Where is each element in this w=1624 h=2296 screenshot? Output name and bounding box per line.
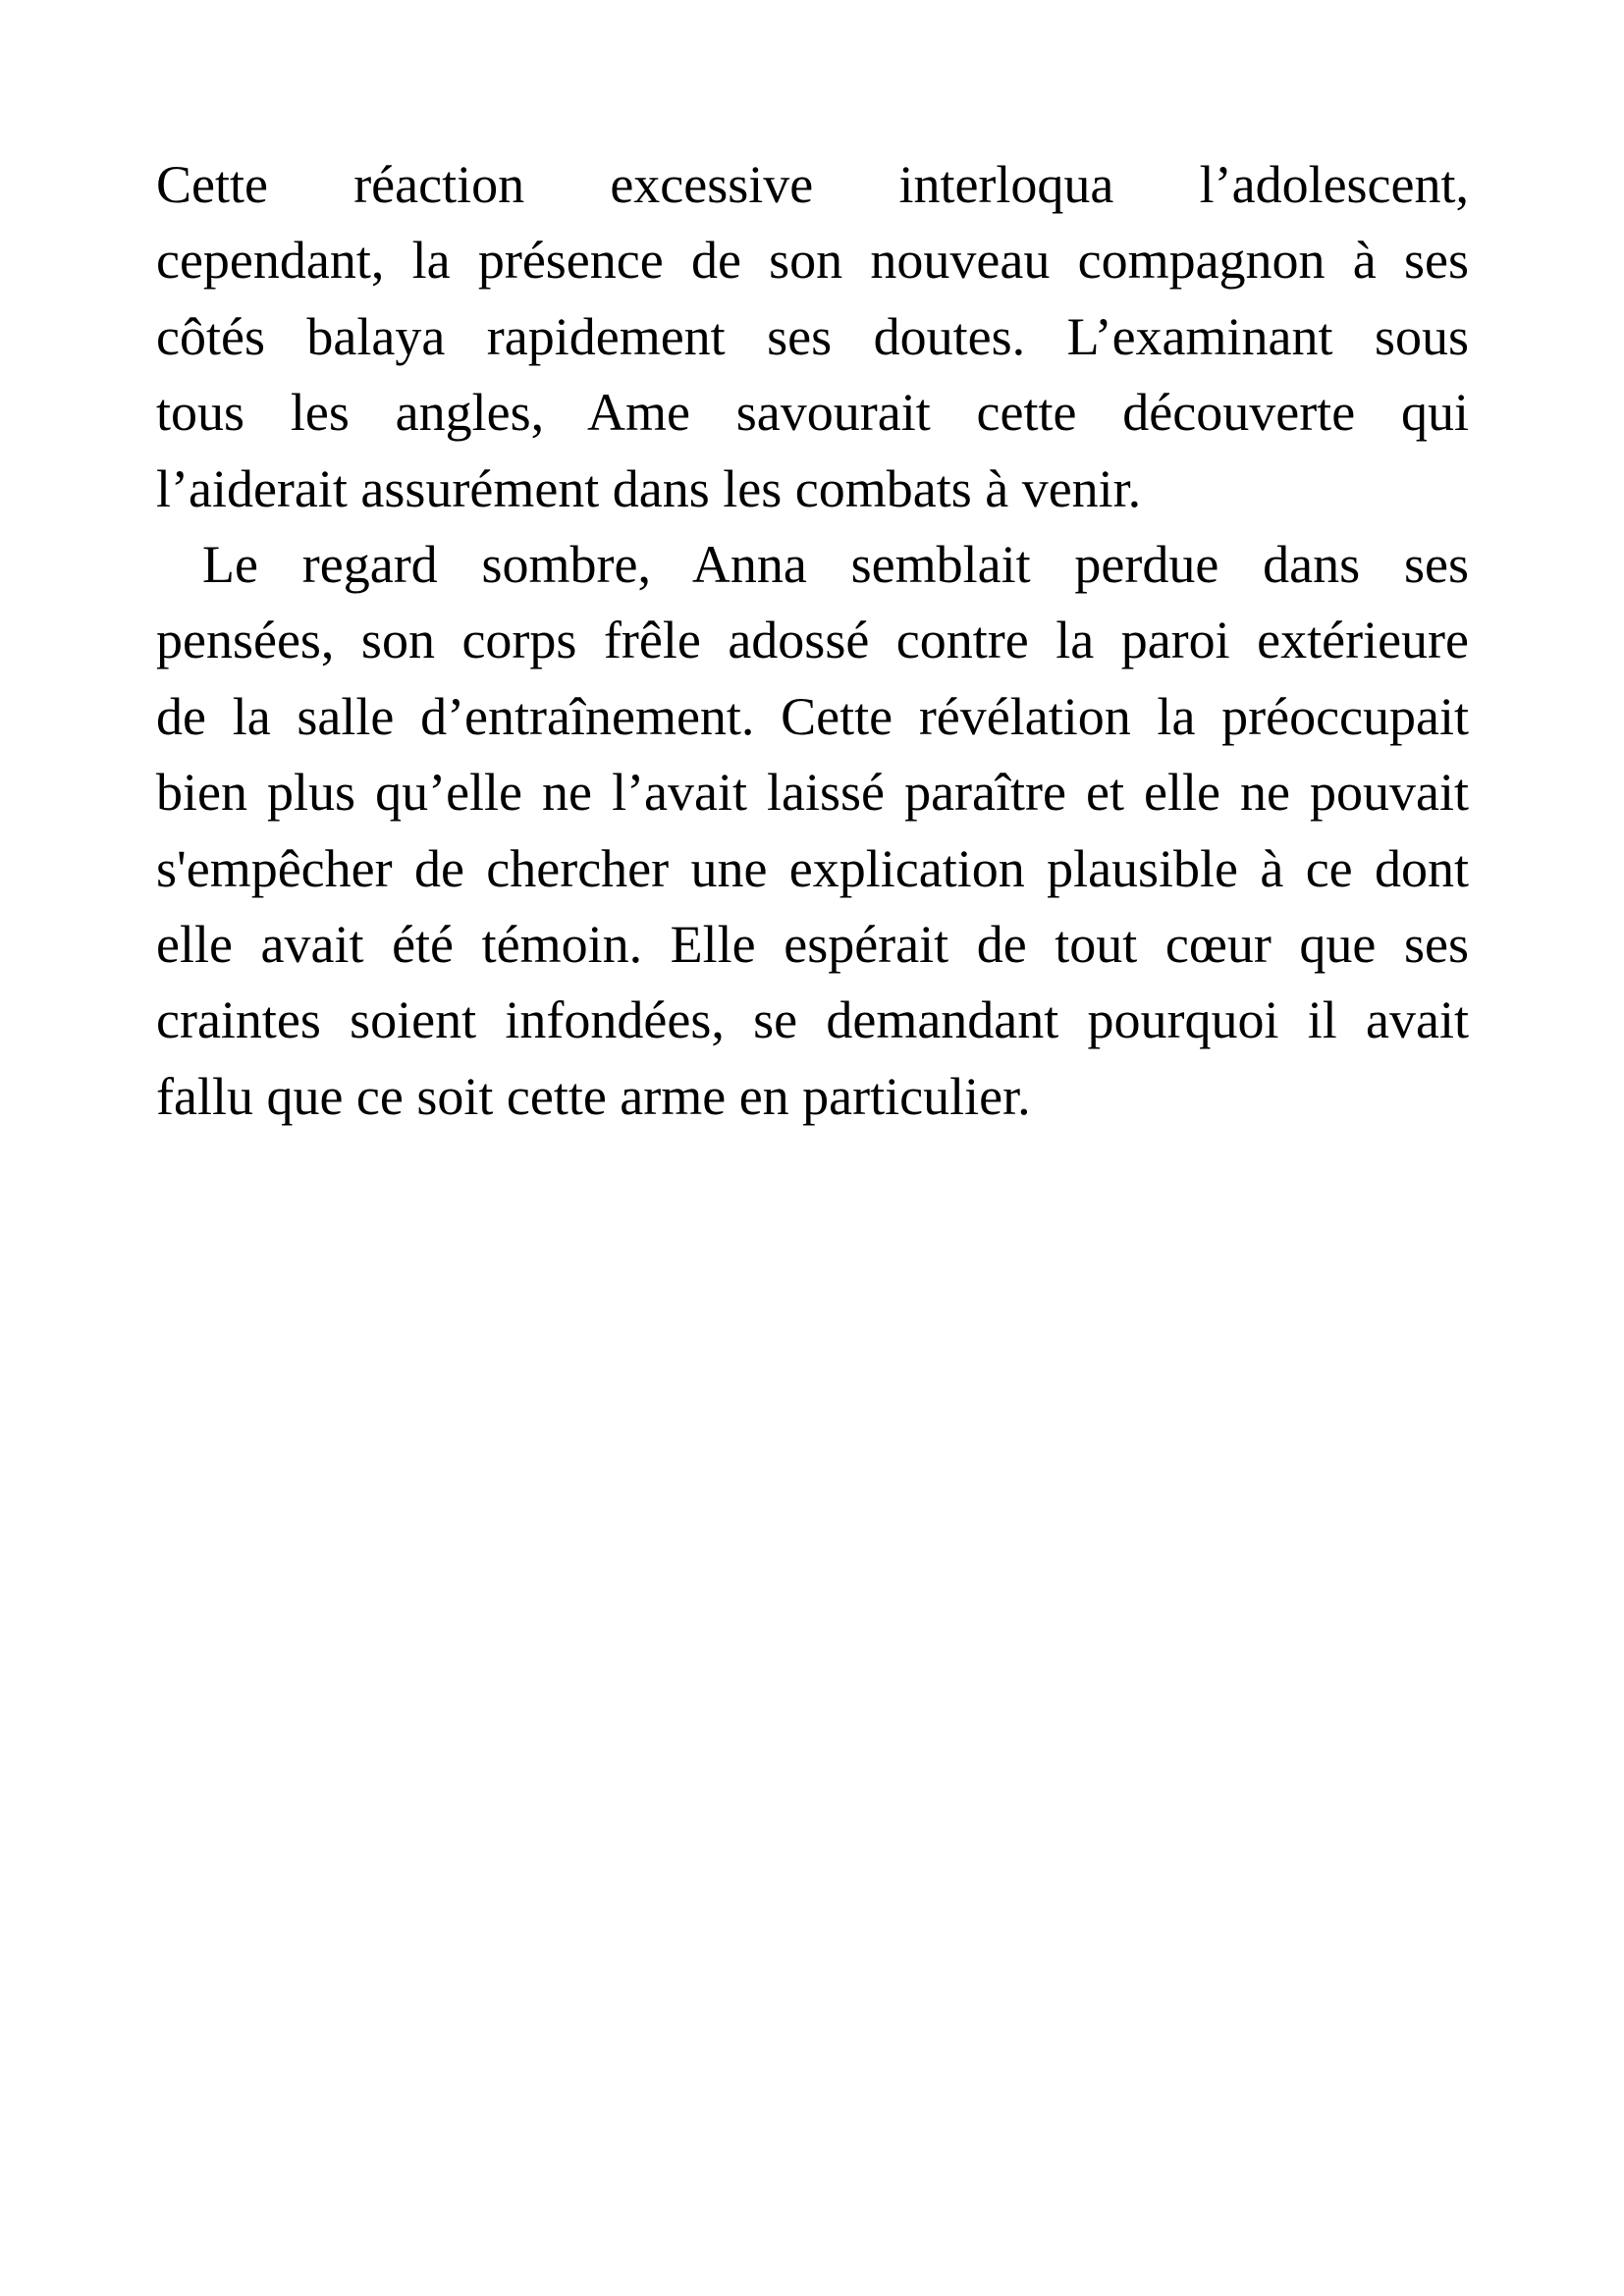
text-line: s'empêcher de chercher une explication plausible à ce dont: [156, 838, 1469, 898]
text-line: Cette réaction excessive interloqua l’adolescent,: [156, 155, 1469, 214]
text-line: Le regard sombre, Anna semblait perdue dans ses: [202, 535, 1469, 595]
text-line: tous les angles, Ame savourait cette découverte qui: [156, 383, 1469, 443]
text-line: bien plus qu’elle ne l’avait laissé paraître et elle ne pouvait: [156, 763, 1469, 823]
text-line: pensées, son corps frêle adossé contre la paroi extérieure: [156, 611, 1469, 670]
paragraph-1: [156, 147, 1469, 527]
text-line: de la salle d’entraînement. Cette révélation la préoccupait: [156, 686, 1469, 746]
text-line: craintes soient infondées, se demandant pourquoi il avait: [156, 990, 1469, 1050]
text-line: elle avait été témoin. Elle espérait de tout cœur que ses: [156, 915, 1469, 975]
text-line: côtés balaya rapidement ses doutes. L’examinant sous: [156, 306, 1469, 366]
paragraph-2: [156, 527, 1469, 1135]
text-line: cependant, la présence de son nouveau compagnon à ses: [156, 231, 1469, 291]
text-line: fallu que ce soit cette arme en particulier.: [156, 1066, 1031, 1126]
text-line: l’aiderait assurément dans les combats à venir.: [156, 458, 1142, 518]
